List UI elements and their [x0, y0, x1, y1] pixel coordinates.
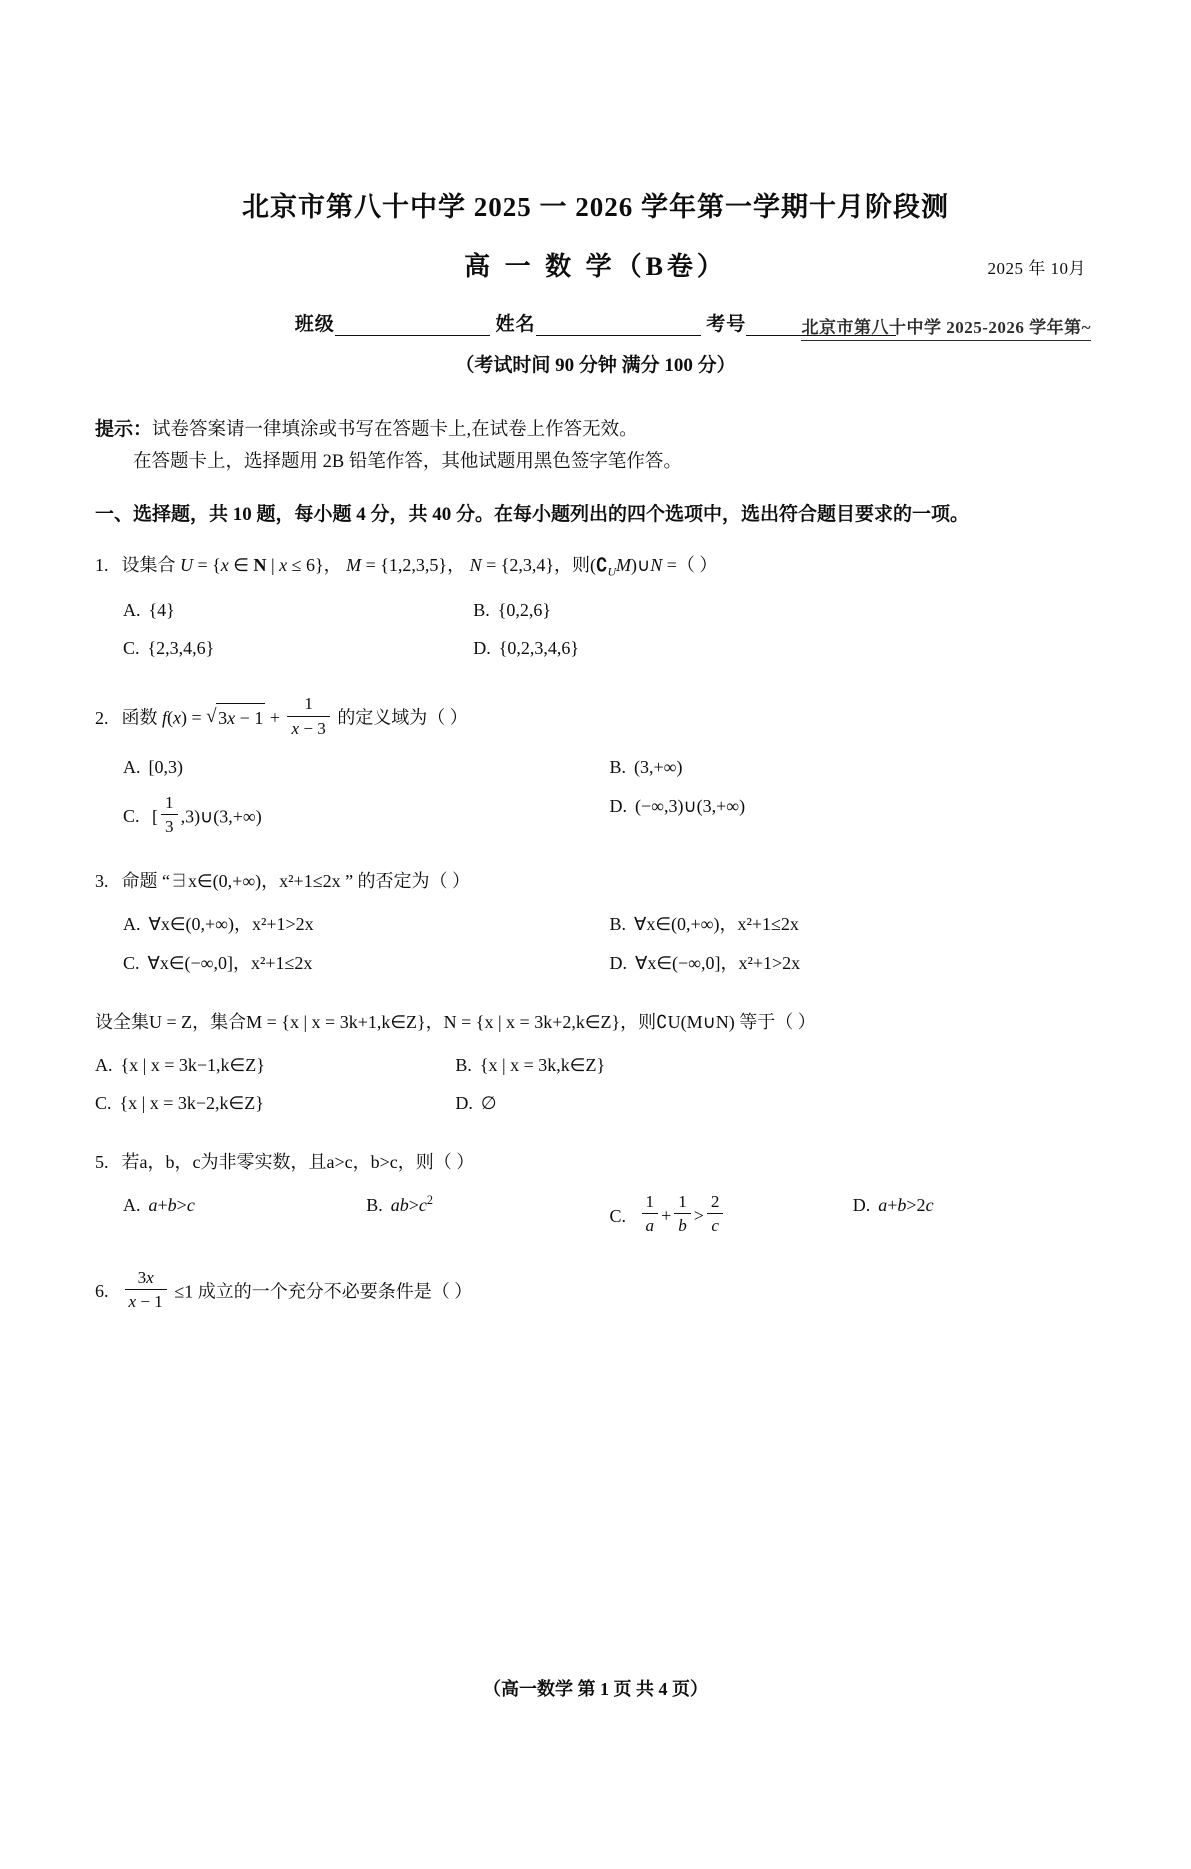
notice-line-2: 在答题卡上，选择题用 2B 铅笔作答，其他试题用黑色签字笔作答。: [133, 452, 682, 473]
exam-date: 2025 年 10月: [987, 259, 1086, 278]
question-1-option-b[interactable]: B. {0,2,6}: [473, 599, 552, 620]
question-5-stem-text: 若a，b，c为非零实数，且a>c，b>c，则（ ）: [121, 1152, 475, 1173]
question-2-stem-suffix: 的定义域为（ ）: [337, 707, 468, 728]
question-4-option-a[interactable]: A. {x | x = 3k−1,k∈Z}: [95, 1054, 265, 1075]
section-heading: 一、选择题，共 10 题，每小题 4 分，共 40 分。在每小题列出的四个选项中，选出符合题目要求的一项。: [95, 503, 970, 525]
page-footer: （高一数学 第 1 页 共 4 页）: [483, 1679, 708, 1699]
question-5-option-a[interactable]: A. a+b>c: [123, 1195, 195, 1216]
question-4-stem: [95, 1008, 1096, 1037]
question-2-option-a[interactable]: A. [0,3): [123, 756, 183, 777]
question-1-option-a[interactable]: A. {4}: [123, 599, 175, 620]
exam-meta: （考试时间 90 分钟 满分 100 分）: [455, 355, 736, 376]
question-3-option-c[interactable]: C. ∀x∈(−∞,0]，x²+1≤2x: [123, 953, 313, 974]
exam-page: [0, 185, 1191, 1869]
question-6-stem-suffix: ≤1 成立的一个充分不必要条件是（ ）: [174, 1281, 473, 1302]
question-1-option-d[interactable]: D. {0,2,3,4,6}: [473, 638, 580, 659]
question-3-stem: [95, 867, 1096, 896]
question-2-option-d[interactable]: D. (−∞,3)∪(3,+∞): [609, 795, 746, 816]
question-3-option-d[interactable]: D. ∀x∈(−∞,0]，x²+1>2x: [609, 953, 801, 974]
question-6-stem: 6. $\frac{3x}{x - 1}$ ≤1 成立的一个充分不必要条件是（ ）: [95, 1267, 473, 1312]
question-3: [95, 867, 1096, 987]
question-2-options: [95, 753, 1096, 848]
question-1-option-c[interactable]: C. {2,3,4,6}: [123, 638, 215, 659]
question-4-option-b[interactable]: B. {x | x = 3k,k∈Z}: [455, 1054, 606, 1075]
question-5-option-b[interactable]: B. $ab>c^2$: [366, 1193, 434, 1216]
question-2-option-c[interactable]: C. [ $\frac{1}{3}$ ,3)∪(3,+∞): [123, 792, 262, 837]
question-4-option-d[interactable]: D. ∅: [455, 1093, 497, 1114]
name-input-blank[interactable]: [536, 315, 701, 336]
question-3-option-b[interactable]: B. ∀x∈(0,+∞)，x²+1≤2x: [609, 914, 799, 935]
question-1-stem: 1. 设集合 U = {x ∈ N | x ≤ 6}， M = {1,2,3,5}， N = {2,3,4}，则$(∁_UM)\cup N$ =（ ）: [95, 551, 1096, 582]
subtitle-row: [95, 246, 1096, 283]
question-6: [95, 1267, 1096, 1313]
question-4-stem-text: 设全集U = Z，集合M = {x | x = 3k+1,k∈Z}，N = {x | x = 3k+2,k∈Z}，则∁U(M∪N) 等于（ ）: [95, 1011, 816, 1032]
notice-line-1: 试卷答案请一律填涂或书写在答题卡上,在试卷上作答无效。: [152, 420, 638, 440]
question-3-options: [95, 910, 1096, 988]
question-5: [95, 1148, 1096, 1247]
class-input-blank[interactable]: [335, 315, 490, 336]
notice-block: [95, 413, 1096, 479]
notice-lead: 提示：: [95, 419, 153, 440]
question-3-stem-text: 命题 “∃x∈(0,+∞)，x²+1≤2x ” 的否定为（ ）: [121, 871, 471, 892]
page-title: 北京市第八十中学 2025 一 2026 学年第一学期十月阶段测: [242, 192, 949, 222]
question-4: [95, 1008, 1096, 1128]
header-stamp: 北京市第八十中学 2025-2026 学年第~: [801, 313, 1091, 341]
question-5-stem: [95, 1148, 1096, 1177]
question-5-option-c[interactable]: C. $\frac{1}{a}$ + $\frac{1}{b}$ > $\frac{2}{c}$: [610, 1191, 853, 1237]
question-2-stem: 2. 函数 f(x) = √ 3x − 1 + $\frac{1}{x - 3}$ 的定义域为（ ）: [95, 693, 1096, 739]
question-3-option-a[interactable]: A. ∀x∈(0,+∞)，x²+1>2x: [123, 914, 314, 935]
question-2-number: 2.: [95, 707, 109, 728]
question-4-options: [95, 1051, 1096, 1129]
question-2-stem-prefix: 函数: [121, 707, 158, 728]
question-1-number: 1.: [95, 555, 109, 576]
question-2: [95, 693, 1096, 847]
question-2-option-b[interactable]: B. (3,+∞): [609, 756, 683, 777]
question-5-option-d[interactable]: D. a+b>2c: [852, 1195, 934, 1216]
question-6-number: 6.: [95, 1281, 109, 1302]
question-4-option-c[interactable]: C. {x | x = 3k−2,k∈Z}: [95, 1093, 264, 1114]
number-label: 考号: [706, 314, 747, 335]
question-1: [95, 551, 1096, 673]
class-label: 班级: [294, 314, 335, 335]
question-3-number: 3.: [95, 871, 109, 892]
question-1-stem-prefix: 设集合: [121, 555, 176, 576]
subject-title: 高 一 数 学（B卷）: [464, 252, 727, 281]
question-5-options: [95, 1191, 1096, 1247]
question-1-options: [95, 596, 1096, 674]
name-label: 姓名: [495, 314, 536, 335]
question-5-number: 5.: [95, 1152, 109, 1173]
